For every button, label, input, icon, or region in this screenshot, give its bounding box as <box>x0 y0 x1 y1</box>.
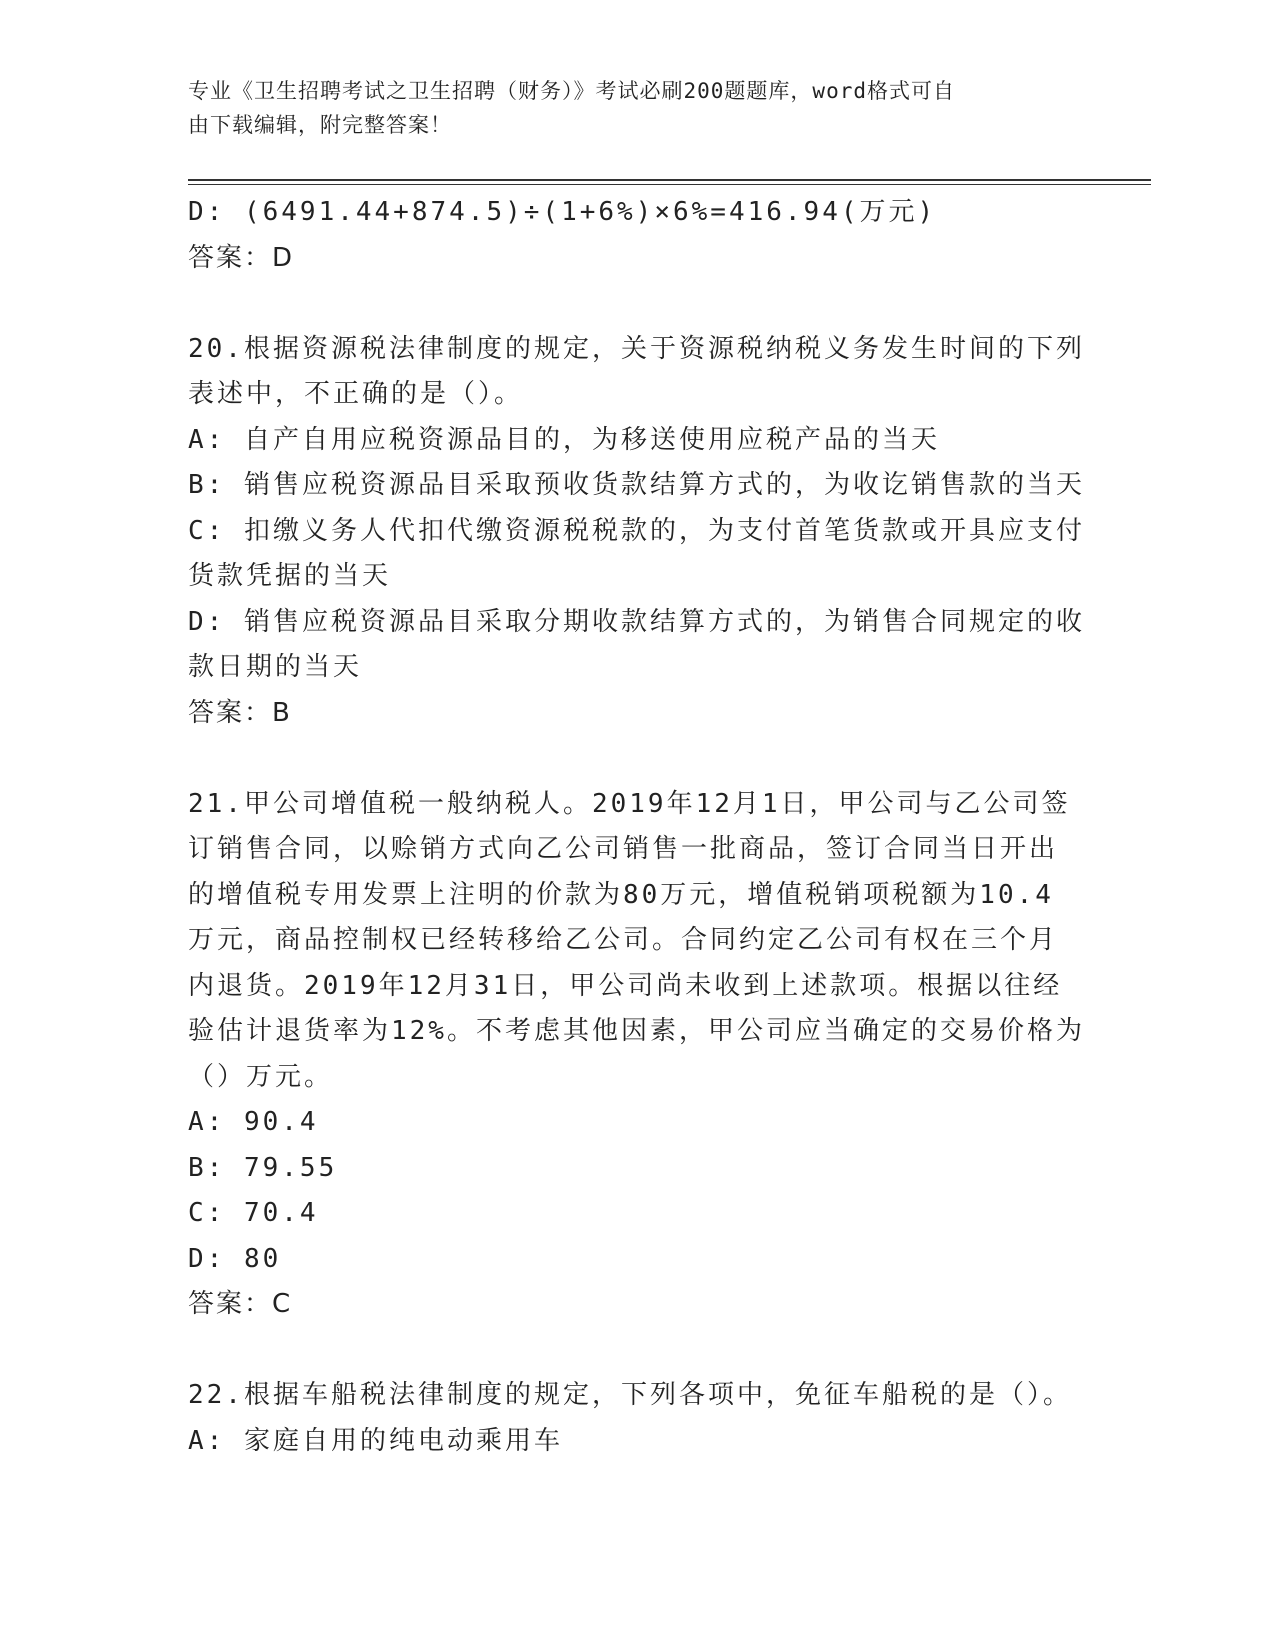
question-stem: 21.甲公司增值税一般纳税人。2019年12月1日，甲公司与乙公司签 <box>188 788 1071 819</box>
header-rule <box>188 184 1151 185</box>
spacer <box>188 281 1088 327</box>
option-b: B: 79.55 <box>188 1152 338 1183</box>
question-stem: 表述中，不正确的是（）。 <box>188 379 524 409</box>
answer-line: 答案：C <box>188 1289 293 1319</box>
question-stem: （）万元。 <box>188 1061 334 1092</box>
header-line: 由下载编辑，附完整答案！ <box>188 113 452 137</box>
question-stem: 万元，商品控制权已经转移给乙公司。合同约定乙公司有权在三个月 <box>188 925 1059 955</box>
question-stem: 22.根据车船税法律制度的规定，下列各项中，免征车船税的是（）。 <box>188 1380 1072 1410</box>
option-c: 货款凭据的当天 <box>188 561 392 591</box>
previous-question-tail <box>188 190 1088 281</box>
header-rule <box>188 179 1151 181</box>
option-d: D: (6491.44+874.5)÷(1+6%)×6%=416.94(万元) <box>188 197 937 227</box>
option-c: C: 扣缴义务人代扣代缴资源税税款的，为支付首笔货款或开具应支付 <box>188 515 1085 546</box>
option-a: A: 90.4 <box>188 1107 319 1137</box>
answer-line: 答案：D <box>188 242 295 273</box>
document-body <box>188 190 1088 1464</box>
question-stem: 20.根据资源税法律制度的规定，关于资源税纳税义务发生时间的下列 <box>188 333 1085 364</box>
question-stem: 的增值税专用发票上注明的价款为80万元，增值税销项税额为10.4 <box>188 879 1054 910</box>
question-stem: 验估计退货率为12%。不考虑其他因素，甲公司应当确定的交易价格为 <box>188 1016 1085 1046</box>
document-header <box>188 74 1068 142</box>
header-line: 专业《卫生招聘考试之卫生招聘（财务）》考试必刷200题题库，word格式可自 <box>188 79 955 103</box>
spacer <box>188 736 1088 782</box>
question-22 <box>188 1373 1088 1464</box>
option-d: D: 80 <box>188 1243 282 1274</box>
spacer <box>188 1328 1088 1374</box>
question-20 <box>188 327 1088 737</box>
answer-line: 答案：B <box>188 697 292 728</box>
option-d: D: 销售应税资源品目采取分期收款结算方式的，为销售合同规定的收 <box>188 606 1085 637</box>
question-stem: 内退货。2019年12月31日，甲公司尚未收到上述款项。根据以往经 <box>188 970 1063 1001</box>
option-c: C: 70.4 <box>188 1198 319 1228</box>
question-21 <box>188 782 1088 1328</box>
option-a: A: 自产自用应税资源品目的，为移送使用应税产品的当天 <box>188 424 940 455</box>
option-b: B: 销售应税资源品目采取预收货款结算方式的，为收讫销售款的当天 <box>188 470 1085 500</box>
question-stem: 订销售合同，以赊销方式向乙公司销售一批商品，签订合同当日开出 <box>188 834 1059 864</box>
option-a: A: 家庭自用的纯电动乘用车 <box>188 1425 563 1456</box>
option-d: 款日期的当天 <box>188 652 363 682</box>
